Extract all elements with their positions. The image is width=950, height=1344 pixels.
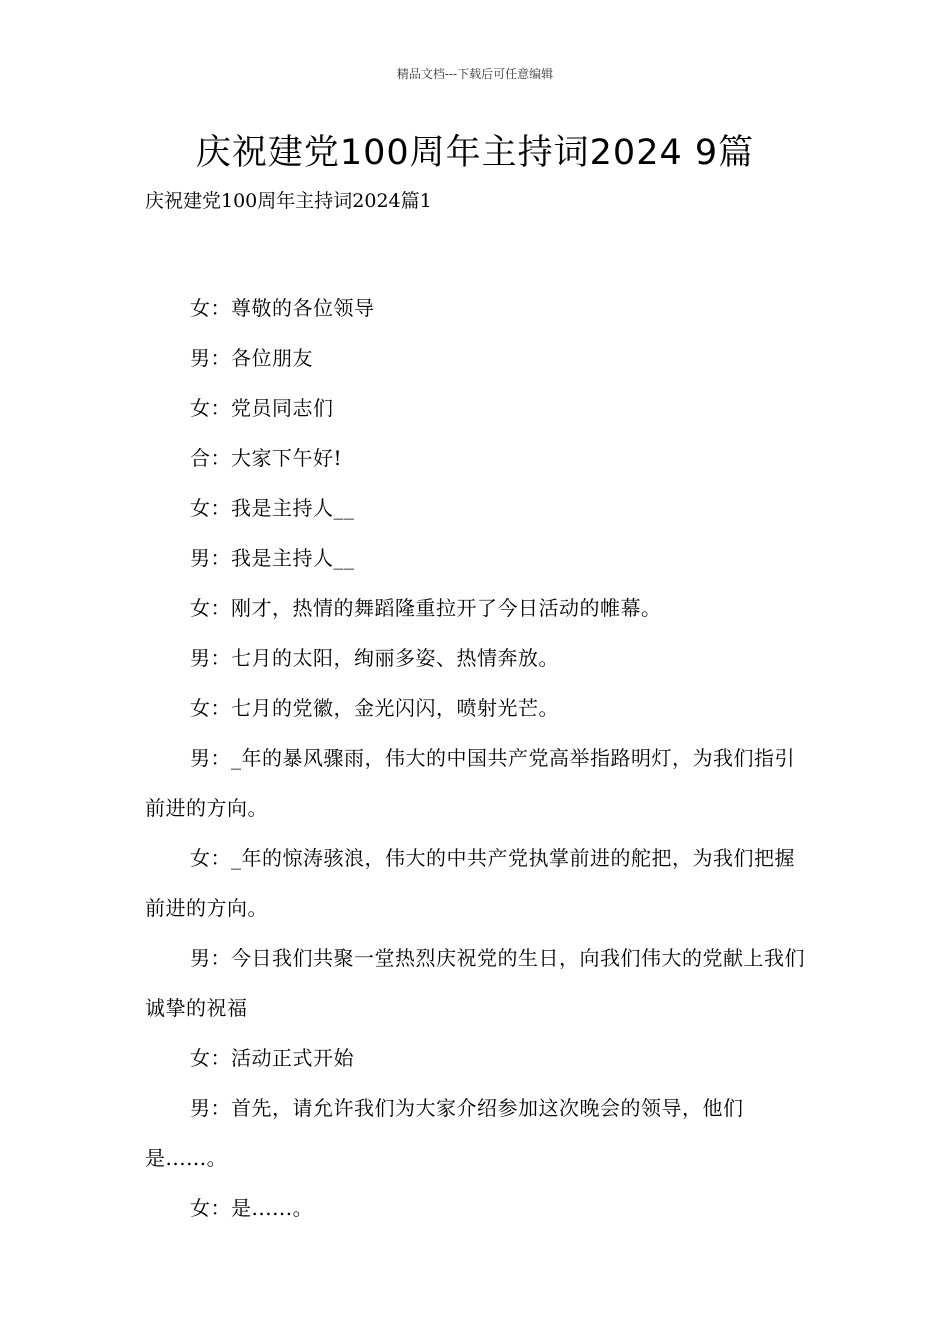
document-subtitle: 庆祝建党100周年主持词2024篇1 xyxy=(145,190,432,212)
document-title: 庆祝建党100周年主持词2024 9篇 xyxy=(195,133,755,173)
paragraph: 女：尊敬的各位领导 xyxy=(190,296,375,320)
paragraph: 合：大家下午好! xyxy=(190,446,343,470)
paragraph: 男：我是主持人__ xyxy=(190,546,355,570)
paragraph: 女：_年的惊涛骇浪，伟大的中共产党执掌前进的舵把，为我们把握前进的方向。 xyxy=(145,846,795,920)
document-body xyxy=(145,283,810,1233)
paragraph: 女：党员同志们 xyxy=(190,396,334,420)
paragraph: 男：首先，请允许我们为大家介绍参加这次晚会的领导，他们是......。 xyxy=(145,1096,744,1170)
paragraph: 女：是......。 xyxy=(190,1196,314,1220)
paragraph: 男：各位朋友 xyxy=(190,346,313,370)
header-note: 精品文档---下载后可任意编辑 xyxy=(396,67,554,81)
paragraph: 男：七月的太阳，绚丽多姿、热情奔放。 xyxy=(190,646,559,670)
paragraph: 男：今日我们共聚一堂热烈庆祝党的生日，向我们伟大的党献上我们诚挚的祝福 xyxy=(145,946,805,1020)
paragraph: 女：七月的党徽，金光闪闪，喷射光芒。 xyxy=(190,696,559,720)
paragraph: 女：刚才，热情的舞蹈隆重拉开了今日活动的帷幕。 xyxy=(190,596,662,620)
paragraph: 女：我是主持人__ xyxy=(190,496,355,520)
paragraph: 男：_年的暴风骤雨，伟大的中国共产党高举指路明灯，为我们指引前进的方向。 xyxy=(145,746,795,820)
paragraph: 女：活动正式开始 xyxy=(190,1046,354,1070)
